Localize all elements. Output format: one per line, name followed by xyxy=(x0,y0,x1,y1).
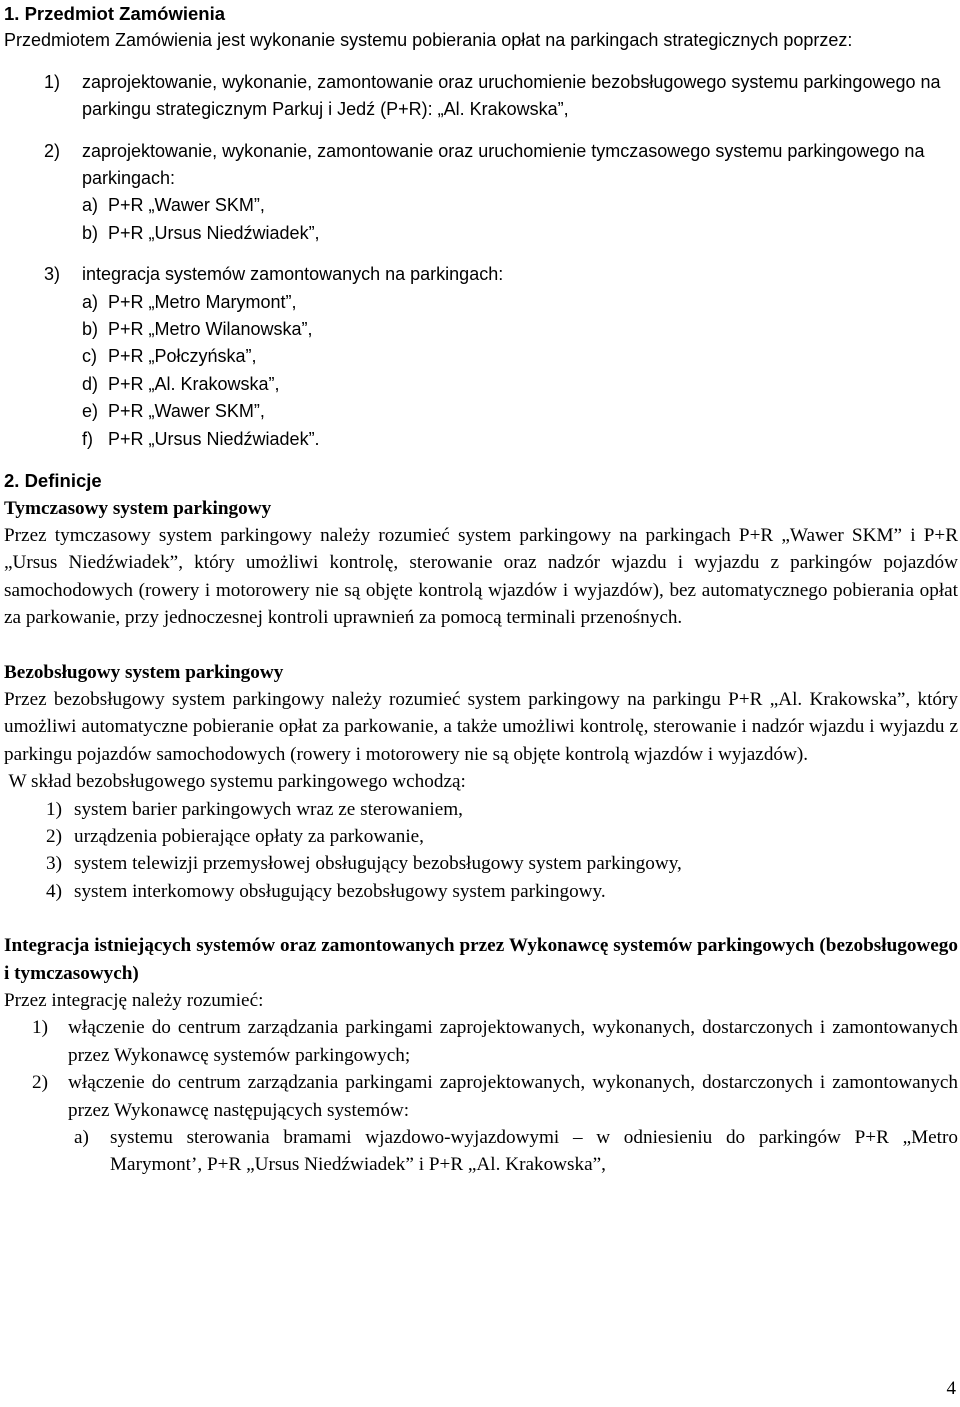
section-heading-1: 1. Przedmiot Zamówienia xyxy=(4,3,226,24)
list-item: 1) włączenie do centrum zarządzania parkingami zaprojektowanych, wykonanych, dostarczonych i zamontowanych przez Wykonawcę systemów parkingowych; xyxy=(32,1017,958,1066)
list-item: 4) system interkomowy obsługujący bezobsługowy system parkingowy. xyxy=(46,880,606,902)
definition-text: Przez bezobsługowy system parkingowy należy rozumieć system parkingowy na parkingu P+R „Al. Krakowska”, który umożliwi automatyczne pobieranie opłat za parkowanie, a także umożliwi kontrolę, sterowanie i nadzór wjazdu i wyjazdu z parkingu pojazdów samochodowych (rowery i motorowery nie są objęte kontrolą wjazdów i wyjazdów). xyxy=(4,688,958,765)
integration-list xyxy=(32,1014,958,1178)
sub-list-item: f) P+R „Ursus Niedźwiadek”. xyxy=(82,428,320,449)
section-intro: Przedmiotem Zamówienia jest wykonanie systemu pobierania opłat na parkingach strategicznych poprzez: xyxy=(4,30,853,51)
list-item: 3) system telewizji przemysłowej obsługujący bezobsługowy system parkingowy, xyxy=(46,853,682,875)
sub-list-item: a) P+R „Wawer SKM”, xyxy=(82,195,265,216)
sub-list-item: a) systemu sterowania bramami wjazdowo-wyjazdowymi – w odniesieniu do parkingów P+R „Metro Marymont’, P+R „Ursus Niedźwiadek” i P+R „Al. Krakowska”, xyxy=(74,1127,958,1176)
definition-heading: Bezobsługowy system parkingowy xyxy=(4,661,284,683)
definition-heading: Integracja istniejących systemów oraz zamontowanych przez Wykonawcę systemów parkingowych (bezobsługowego i tymczasowych) xyxy=(4,935,958,984)
sub-list-item: d) P+R „Al. Krakowska”, xyxy=(82,373,280,394)
sub-list-item: b) P+R „Metro Wilanowska”, xyxy=(82,319,313,340)
components-list xyxy=(46,796,958,906)
list-item: 2) włączenie do centrum zarządzania parkingami zaprojektowanych, wykonanych, dostarczonych i zamontowanych przez Wykonawcę następujących systemów: a) systemu sterowania bramami wjazdowo-wyjazdowymi – w odniesieniu do parkingów P+R „Metro Marymont’, P+R „Ursus Niedźwiadek” i P+R „Al. Krakowska”, xyxy=(32,1069,958,1179)
sub-list-item: e) P+R „Wawer SKM”, xyxy=(82,401,265,422)
list-item: 3) integracja systemów zamontowanych na parkingach: a) P+R „Metro Marymont”, b) P+R „Metro Wilanowska”, c) P+R „Połczyńska”, d) P+R „Al. Krakowska”, e) P+R „Wawer SKM”, f) P+R „Ursus Niedźwiadek”. xyxy=(44,261,958,453)
list-item: 2) zaprojektowanie, wykonanie, zamontowanie oraz uruchomienie tymczasowego systemu parkingowego na parkingach: a) P+R „Wawer SKM”, b) P+R „Ursus Niedźwiadek”, xyxy=(44,138,958,248)
definition-heading: Tymczasowy system parkingowy xyxy=(4,497,272,519)
integration-intro: Przez integrację należy rozumieć: xyxy=(4,990,264,1011)
section-heading-2: 2. Definicje xyxy=(4,470,102,492)
list-item: 1) system barier parkingowych wraz ze sterowaniem, xyxy=(46,798,463,820)
list-item: 2) urządzenia pobierające opłaty za parkowanie, xyxy=(46,825,424,847)
list-item: 1) zaprojektowanie, wykonanie, zamontowanie oraz uruchomienie bezobsługowego systemu parkingowego na parkingu strategicznym Parkuj i Jedź (P+R): „Al. Krakowska”, xyxy=(44,71,941,120)
sub-list-item: a) P+R „Metro Marymont”, xyxy=(82,291,297,312)
sub-list-item: c) P+R „Połczyńska”, xyxy=(82,346,257,367)
order-list xyxy=(44,69,958,453)
definition-text: Przez tymczasowy system parkingowy należy rozumieć system parkingowy na parkingach P+R „Wawer SKM” i P+R „Ursus Niedźwiadek”, który umożliwi kontrolę, sterowanie oraz nadzór wjazdu i wyjazdu z parkingów pojazdów samochodowych (rowery i motorowery nie są objęte kontrolą wjazdów i wyjazdów), bez automatycznego pobierania opłat za parkowanie, przy jednoczesnej kontroli uprawnień za pomocą terminali przenośnych. xyxy=(4,524,958,629)
components-intro: W skład bezobsługowego systemu parkingowego wchodzą: xyxy=(4,771,466,793)
sub-list-item: b) P+R „Ursus Niedźwiadek”, xyxy=(82,222,320,243)
page-number: 4 xyxy=(946,1378,956,1399)
